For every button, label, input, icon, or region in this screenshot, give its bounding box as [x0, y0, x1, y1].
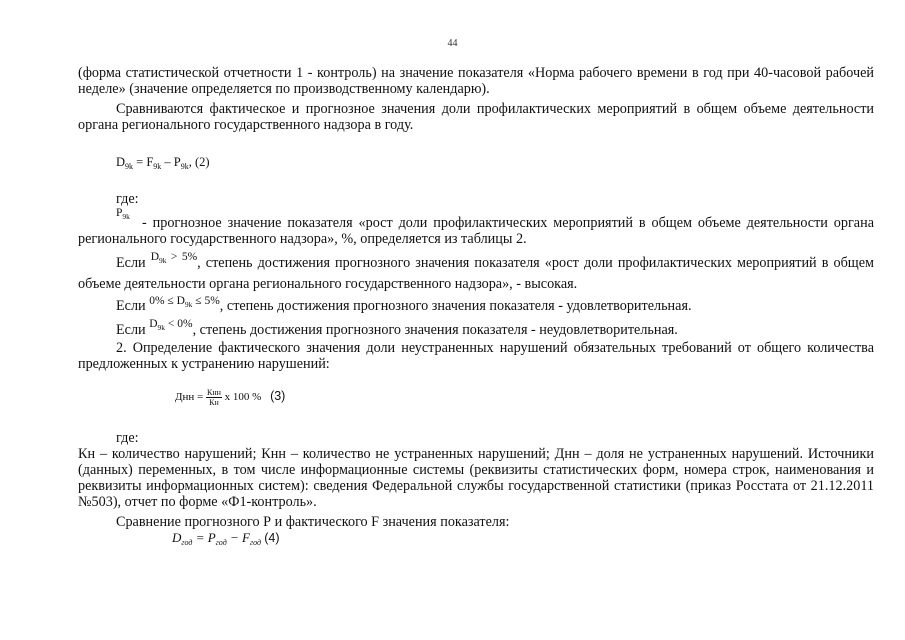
- condition-high: [78, 251, 874, 292]
- condition-unsatisfactory-rel: < 0%: [165, 318, 193, 330]
- formula-4-d: D: [172, 530, 182, 545]
- condition-high-sym: D: [150, 251, 160, 263]
- formula-2-lhs-sub: 9k: [125, 162, 134, 171]
- condition-satisfactory-formula: [149, 295, 220, 307]
- formula-2-p-sub: 9k: [180, 162, 189, 171]
- formula-3-tag: (3): [270, 389, 286, 404]
- formula-4-minus: − F: [226, 530, 250, 545]
- condition-high-if: Если: [116, 255, 146, 271]
- condition-unsatisfactory-sym: D: [149, 318, 158, 330]
- formula-4-tag: (4): [264, 531, 280, 545]
- condition-high-sub: 9k: [159, 256, 167, 265]
- formula-3-fraction: [206, 388, 222, 407]
- formula-4: [172, 530, 280, 547]
- condition-unsatisfactory-text: , степень достижения прогнозного значения показателя - неудовлетворительная.: [192, 322, 678, 338]
- p9k-sub: 9k: [122, 212, 130, 221]
- formula-3: [175, 388, 285, 407]
- formula-2-minus: – P: [161, 155, 181, 169]
- condition-satisfactory-text: , степень достижения прогнозного значения показателя - удовлетворительная.: [219, 298, 692, 314]
- condition-high-formula: [151, 251, 197, 263]
- formula-2-eq: = F: [133, 155, 154, 169]
- where-label-2: где:: [116, 430, 139, 446]
- formula-4-p-sub: год: [215, 538, 227, 547]
- condition-high-rel: > 5%: [166, 251, 198, 263]
- formula-3-numerator: Кнн: [206, 388, 221, 397]
- condition-satisfactory: [78, 295, 874, 319]
- paragraph-item-2: 2. Определение фактического значения доли неустраненных нарушений обязательных требований от общего количества предложенных к устранению нарушений:: [78, 340, 874, 372]
- condition-satisfactory-pre: 0% ≤ D: [149, 295, 185, 307]
- formula-4-eq: = P: [192, 530, 216, 545]
- formula-3-denominator: Кн: [209, 398, 219, 407]
- paragraph-comparison: Сравниваются фактическое и прогнозное значения доли профилактических мероприятий в общем объеме деятельности органа регионального государственного надзора в году.: [78, 101, 874, 133]
- formula-2-tag: , (2): [188, 155, 210, 169]
- condition-unsatisfactory-sub: 9k: [157, 323, 165, 332]
- paragraph-continuation: (форма статистической отчетности 1 - контроль) на значение показателя «Норма рабочего времени в год при 40-часовой рабочей неделе» (значение определяется по производственному календарю).: [78, 65, 874, 97]
- page-number: 44: [447, 38, 458, 49]
- paragraph-definitions: Кн – количество нарушений; Кнн – количество не устраненных нарушений; Днн – доля не устраненных нарушений. Источники (данных) переменных, в том числе информационные системы (реквизиты статистических форм, номера строк, наименования и реквизиты информационных систем): сведения Федеральной службы государственной статистики (приказ Росстата от 21.12.2011 №503), отчет по форме «Ф1-контроль».: [78, 446, 874, 510]
- formula-2-lhs: D: [116, 155, 126, 169]
- where-label-1: где:: [116, 191, 139, 207]
- condition-satisfactory-sub: 9k: [184, 300, 193, 309]
- condition-satisfactory-if: Если: [116, 298, 146, 314]
- p9k-definition: - прогнозное значение показателя «рост доли профилактических мероприятий в общем объеме деятельности органа регионального государственного надзора», %, определяется из таблицы 2.: [78, 215, 874, 247]
- condition-unsatisfactory-formula: [149, 318, 192, 330]
- p9k-letter: P: [116, 207, 123, 219]
- formula-2-f-sub: 9k: [153, 162, 162, 171]
- paragraph-compare: Сравнение прогнозного Р и фактического F значения показателя:: [116, 514, 510, 530]
- formula-3-lhs: Днн =: [175, 391, 206, 404]
- formula-2: [116, 155, 210, 171]
- formula-4-f-sub: год: [249, 538, 262, 547]
- formula-4-d-sub: год: [181, 538, 193, 547]
- condition-high-text: , степень достижения прогнозного значения показателя «рост доли профилактических мероприятий в общем объеме деятельности органа регионального государственного надзора», - высокая.: [78, 255, 874, 292]
- condition-unsatisfactory-if: Если: [116, 322, 146, 338]
- condition-satisfactory-rel: ≤ 5%: [192, 295, 220, 307]
- formula-3-rest: х 100 %: [221, 391, 262, 404]
